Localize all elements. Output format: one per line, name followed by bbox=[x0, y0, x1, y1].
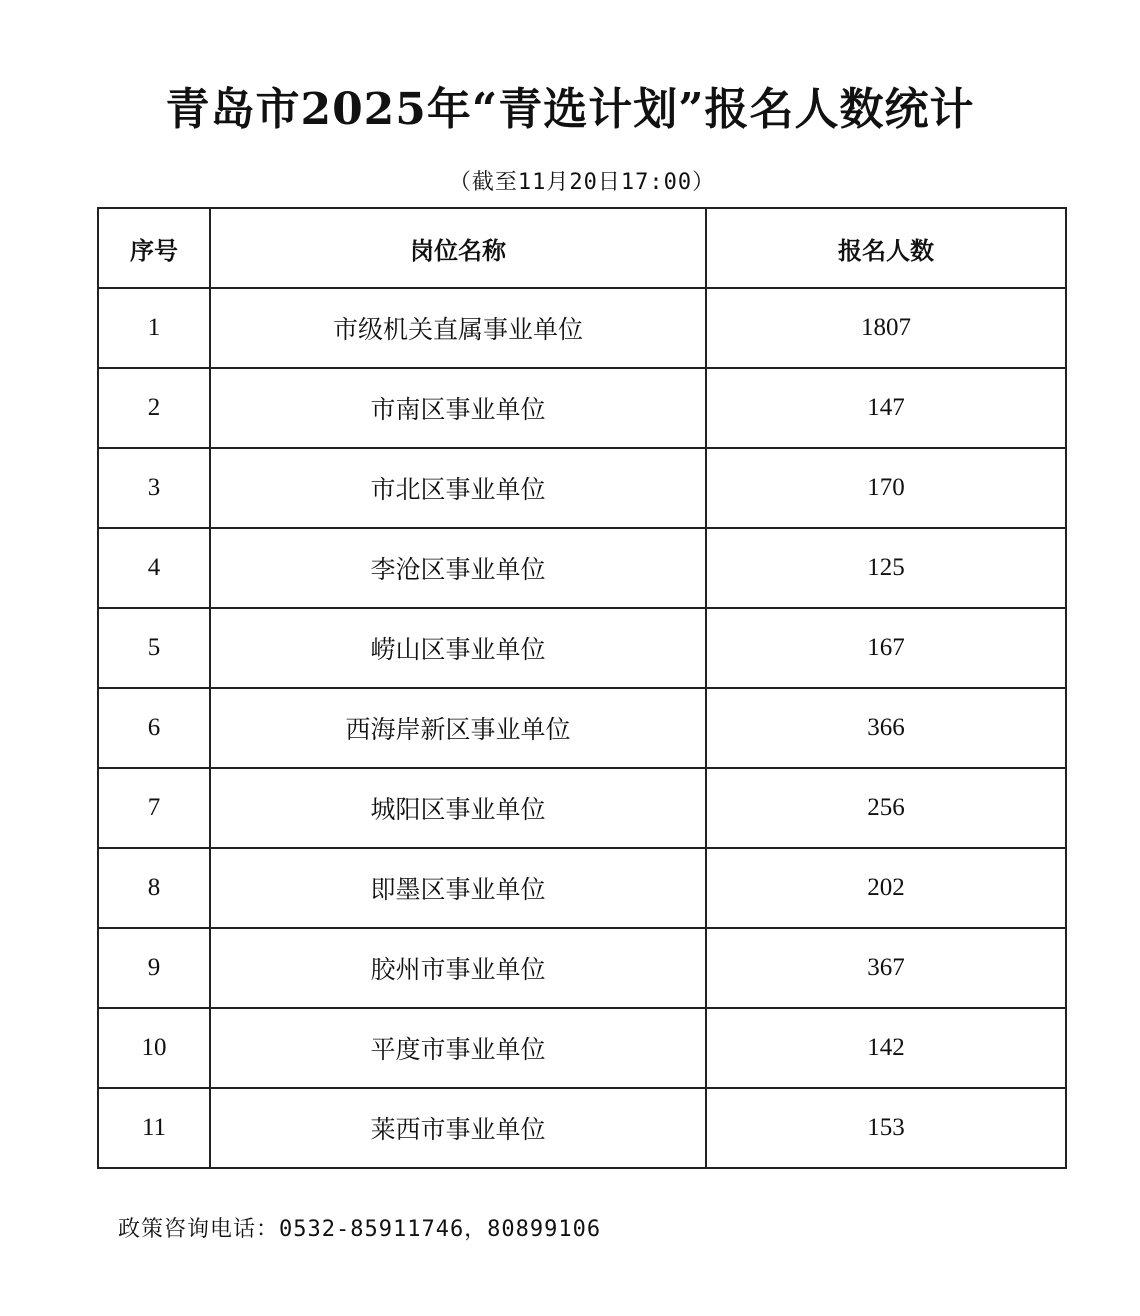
table-row bbox=[98, 528, 1066, 608]
row-position-name: 市南区事业单位 bbox=[210, 368, 706, 448]
row-applicant-count: 147 bbox=[706, 368, 1066, 448]
row-applicant-count: 153 bbox=[706, 1088, 1066, 1168]
row-position-name: 平度市事业单位 bbox=[210, 1008, 706, 1088]
row-serial-number: 3 bbox=[98, 448, 210, 528]
table-row bbox=[98, 1088, 1066, 1168]
row-position-name: 李沧区事业单位 bbox=[210, 528, 706, 608]
table-row bbox=[98, 848, 1066, 928]
header-serial-number: 序号 bbox=[98, 208, 210, 288]
row-serial-number: 2 bbox=[98, 368, 210, 448]
row-serial-number: 10 bbox=[98, 1008, 210, 1088]
table-header-row bbox=[98, 208, 1066, 288]
row-applicant-count: 367 bbox=[706, 928, 1066, 1008]
cutoff-time-note: （截至11月20日17:00） bbox=[448, 170, 716, 195]
table-row bbox=[98, 368, 1066, 448]
table-row bbox=[98, 688, 1066, 768]
row-position-name: 市级机关直属事业单位 bbox=[210, 288, 706, 368]
page-title: 青岛市2025年“青选计划”报名人数统计 bbox=[165, 84, 975, 135]
row-applicant-count: 366 bbox=[706, 688, 1066, 768]
row-serial-number: 5 bbox=[98, 608, 210, 688]
registration-table bbox=[97, 207, 1067, 1169]
row-serial-number: 6 bbox=[98, 688, 210, 768]
row-serial-number: 11 bbox=[98, 1088, 210, 1168]
table-row bbox=[98, 448, 1066, 528]
policy-hotline: 政策咨询电话：0532-85911746，80899106 bbox=[118, 1217, 602, 1242]
row-applicant-count: 125 bbox=[706, 528, 1066, 608]
row-applicant-count: 170 bbox=[706, 448, 1066, 528]
row-serial-number: 7 bbox=[98, 768, 210, 848]
row-applicant-count: 1807 bbox=[706, 288, 1066, 368]
row-serial-number: 1 bbox=[98, 288, 210, 368]
row-serial-number: 4 bbox=[98, 528, 210, 608]
row-serial-number: 8 bbox=[98, 848, 210, 928]
row-position-name: 莱西市事业单位 bbox=[210, 1088, 706, 1168]
row-position-name: 城阳区事业单位 bbox=[210, 768, 706, 848]
row-position-name: 胶州市事业单位 bbox=[210, 928, 706, 1008]
table-row bbox=[98, 288, 1066, 368]
header-applicant-count: 报名人数 bbox=[706, 208, 1066, 288]
row-applicant-count: 167 bbox=[706, 608, 1066, 688]
row-applicant-count: 202 bbox=[706, 848, 1066, 928]
row-position-name: 即墨区事业单位 bbox=[210, 848, 706, 928]
row-serial-number: 9 bbox=[98, 928, 210, 1008]
row-applicant-count: 256 bbox=[706, 768, 1066, 848]
row-position-name: 西海岸新区事业单位 bbox=[210, 688, 706, 768]
row-position-name: 市北区事业单位 bbox=[210, 448, 706, 528]
row-position-name: 崂山区事业单位 bbox=[210, 608, 706, 688]
header-position-name: 岗位名称 bbox=[210, 208, 706, 288]
table-row bbox=[98, 928, 1066, 1008]
row-applicant-count: 142 bbox=[706, 1008, 1066, 1088]
table-row bbox=[98, 1008, 1066, 1088]
table-row bbox=[98, 768, 1066, 848]
table-row bbox=[98, 608, 1066, 688]
